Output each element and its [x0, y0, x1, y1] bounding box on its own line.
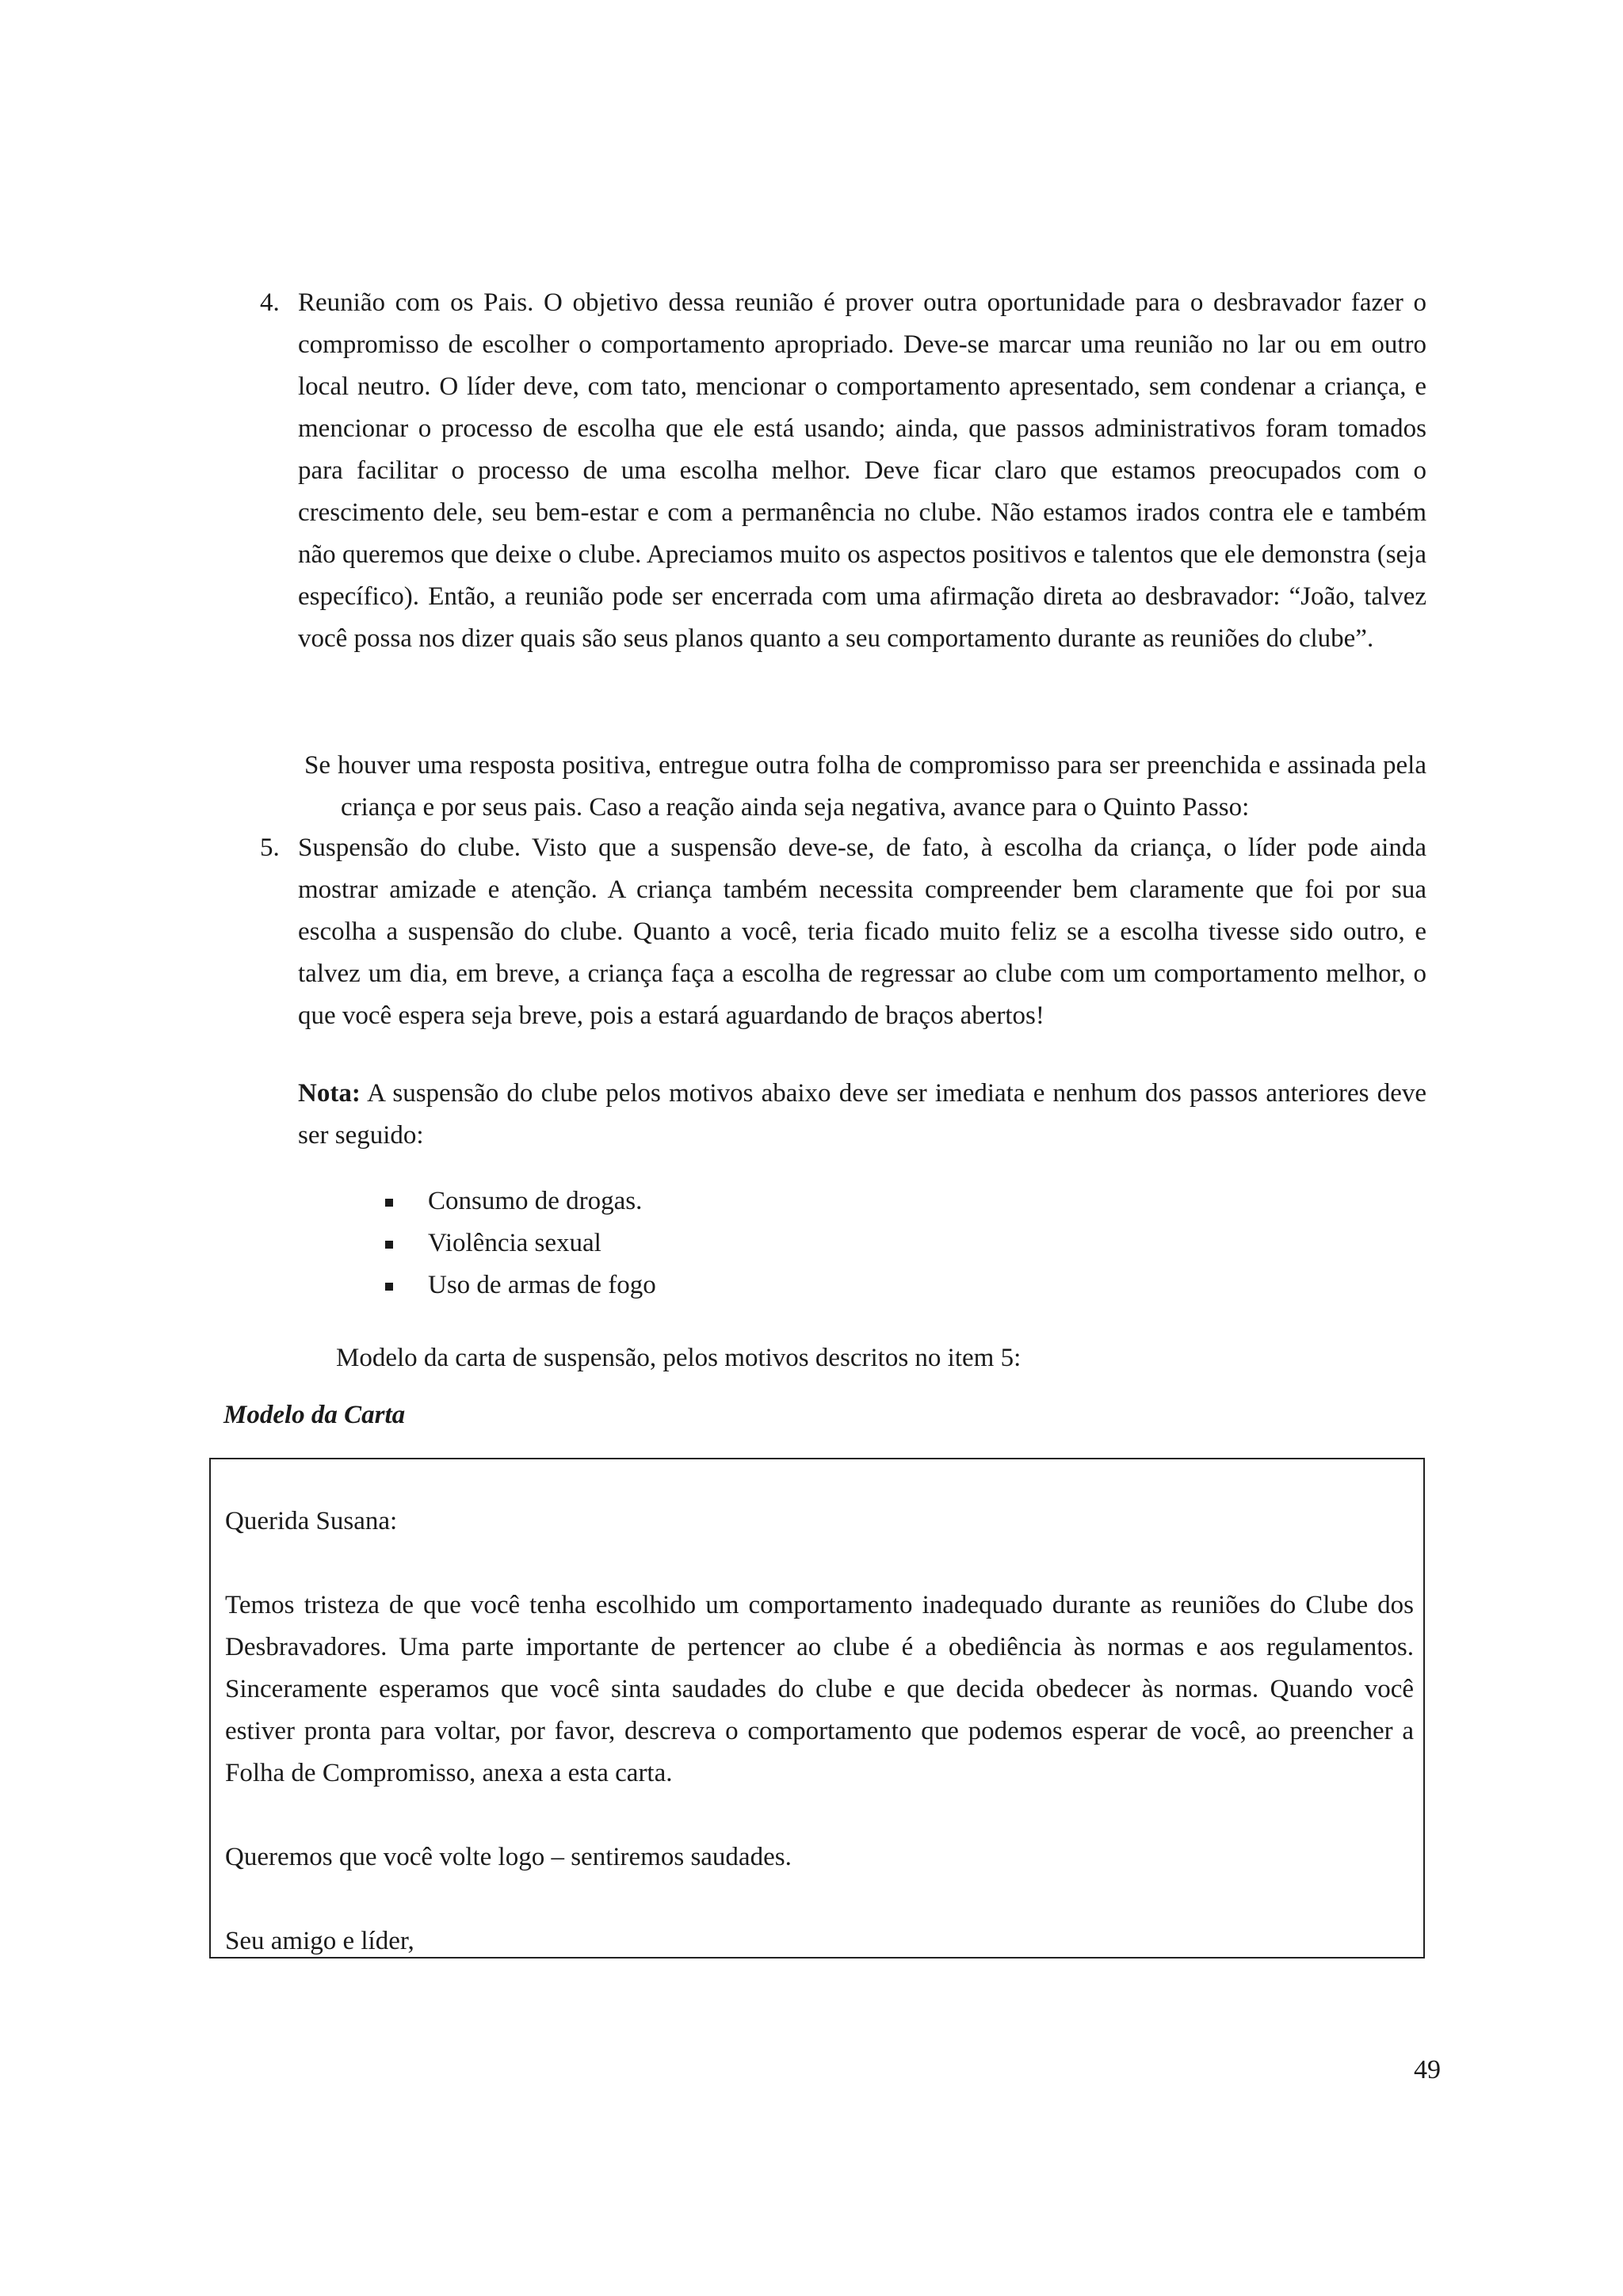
- list-number: 5.: [260, 833, 280, 862]
- letter-box: [209, 1458, 1425, 1958]
- list-item-5: [260, 827, 1426, 1037]
- list-number: 4.: [260, 288, 280, 317]
- letter-signoff: Seu amigo e líder,: [225, 1927, 414, 1955]
- square-bullet-icon: [385, 1199, 393, 1207]
- letter-model-intro: Modelo da carta de suspensão, pelos motivos descritos no item 5:: [336, 1344, 1022, 1372]
- letter-body: Temos tristeza de que você tenha escolhido um comportamento inadequado durante as reuniões do Clube dos Desbravadores. Uma parte importante de pertencer ao clube é a obediência às normas e aos regulamentos. Sinceramente esperamos que você sinta saudades do clube e que decida obedecer às normas. Quando você estiver pronta para voltar, por favor, descreva o comportamento que podemos esperar de você, ao preencher a Folha de Compromisso, anexa a esta carta.: [225, 1591, 1414, 1787]
- square-bullet-icon: [385, 1241, 393, 1249]
- paragraph-positive-response: Se houver uma resposta positiva, entregue outra folha de compromisso para ser preenchida e assinada pela criança e por seus pais. Caso a reação ainda seja negativa, avance para o Quinto Passo:: [304, 751, 1426, 822]
- list-item-text: Suspensão do clube. Visto que a suspensão deve-se, de fato, à escolha da criança, o líder pode ainda mostrar amizade e atenção. A criança também necessita compreender bem claramente que foi por sua escolha a suspensão do clube. Quanto a você, teria ficado muito feliz se a escolha tivesse sido outro, e talvez um dia, em breve, a criança faça a escolha de regressar ao clube com um comportamento melhor, o que você espera seja breve, pois a estará aguardando de braços abertos!: [298, 833, 1426, 1030]
- page-number: 49: [1414, 2055, 1441, 2084]
- list-item-4: [260, 282, 1426, 660]
- letter-closing-line: Queremos que você volte logo – sentiremos saudades.: [225, 1843, 792, 1871]
- bullet-item: Violência sexual: [385, 1222, 656, 1264]
- bullet-item: Uso de armas de fogo: [385, 1264, 656, 1306]
- letter-content: [225, 1459, 1414, 1962]
- list-item-text: Reunião com os Pais. O objetivo dessa reunião é prover outra oportunidade para o desbravador fazer o compromisso de escolher o comportamento apropriado. Deve-se marcar uma reunião no lar ou em outro local neutro. O líder deve, com tato, mencionar o comportamento apresentado, sem condenar a criança, e mencionar o processo de escolha que ele está usando; ainda, que passos administrativos foram tomados para facilitar o processo de uma escolha melhor. Deve ficar claro que estamos preocupados com o crescimento dele, seu bem-estar e com a permanência no clube. Não estamos irados contra ele e também não queremos que deixe o clube. Apreciamos muito os aspectos positivos e talentos que ele demonstra (seja específico). Então, a reunião pode ser encerrada com uma afirmação direta ao desbravador: “João, talvez você possa nos dizer quais são seus planos quanto a seu comportamento durante as reuniões do clube”.: [298, 288, 1426, 653]
- note-text: A suspensão do clube pelos motivos abaixo deve ser imediata e nenhum dos passos anteriores deve ser seguido:: [298, 1079, 1426, 1150]
- letter-model-heading: Modelo da Carta: [223, 1401, 406, 1429]
- note-label: Nota:: [298, 1079, 361, 1108]
- square-bullet-icon: [385, 1283, 393, 1291]
- note-paragraph: [298, 1073, 1426, 1157]
- suspension-reasons-list: [385, 1180, 656, 1306]
- letter-salutation: Querida Susana:: [225, 1507, 398, 1535]
- bullet-item: Consumo de drogas.: [385, 1180, 656, 1222]
